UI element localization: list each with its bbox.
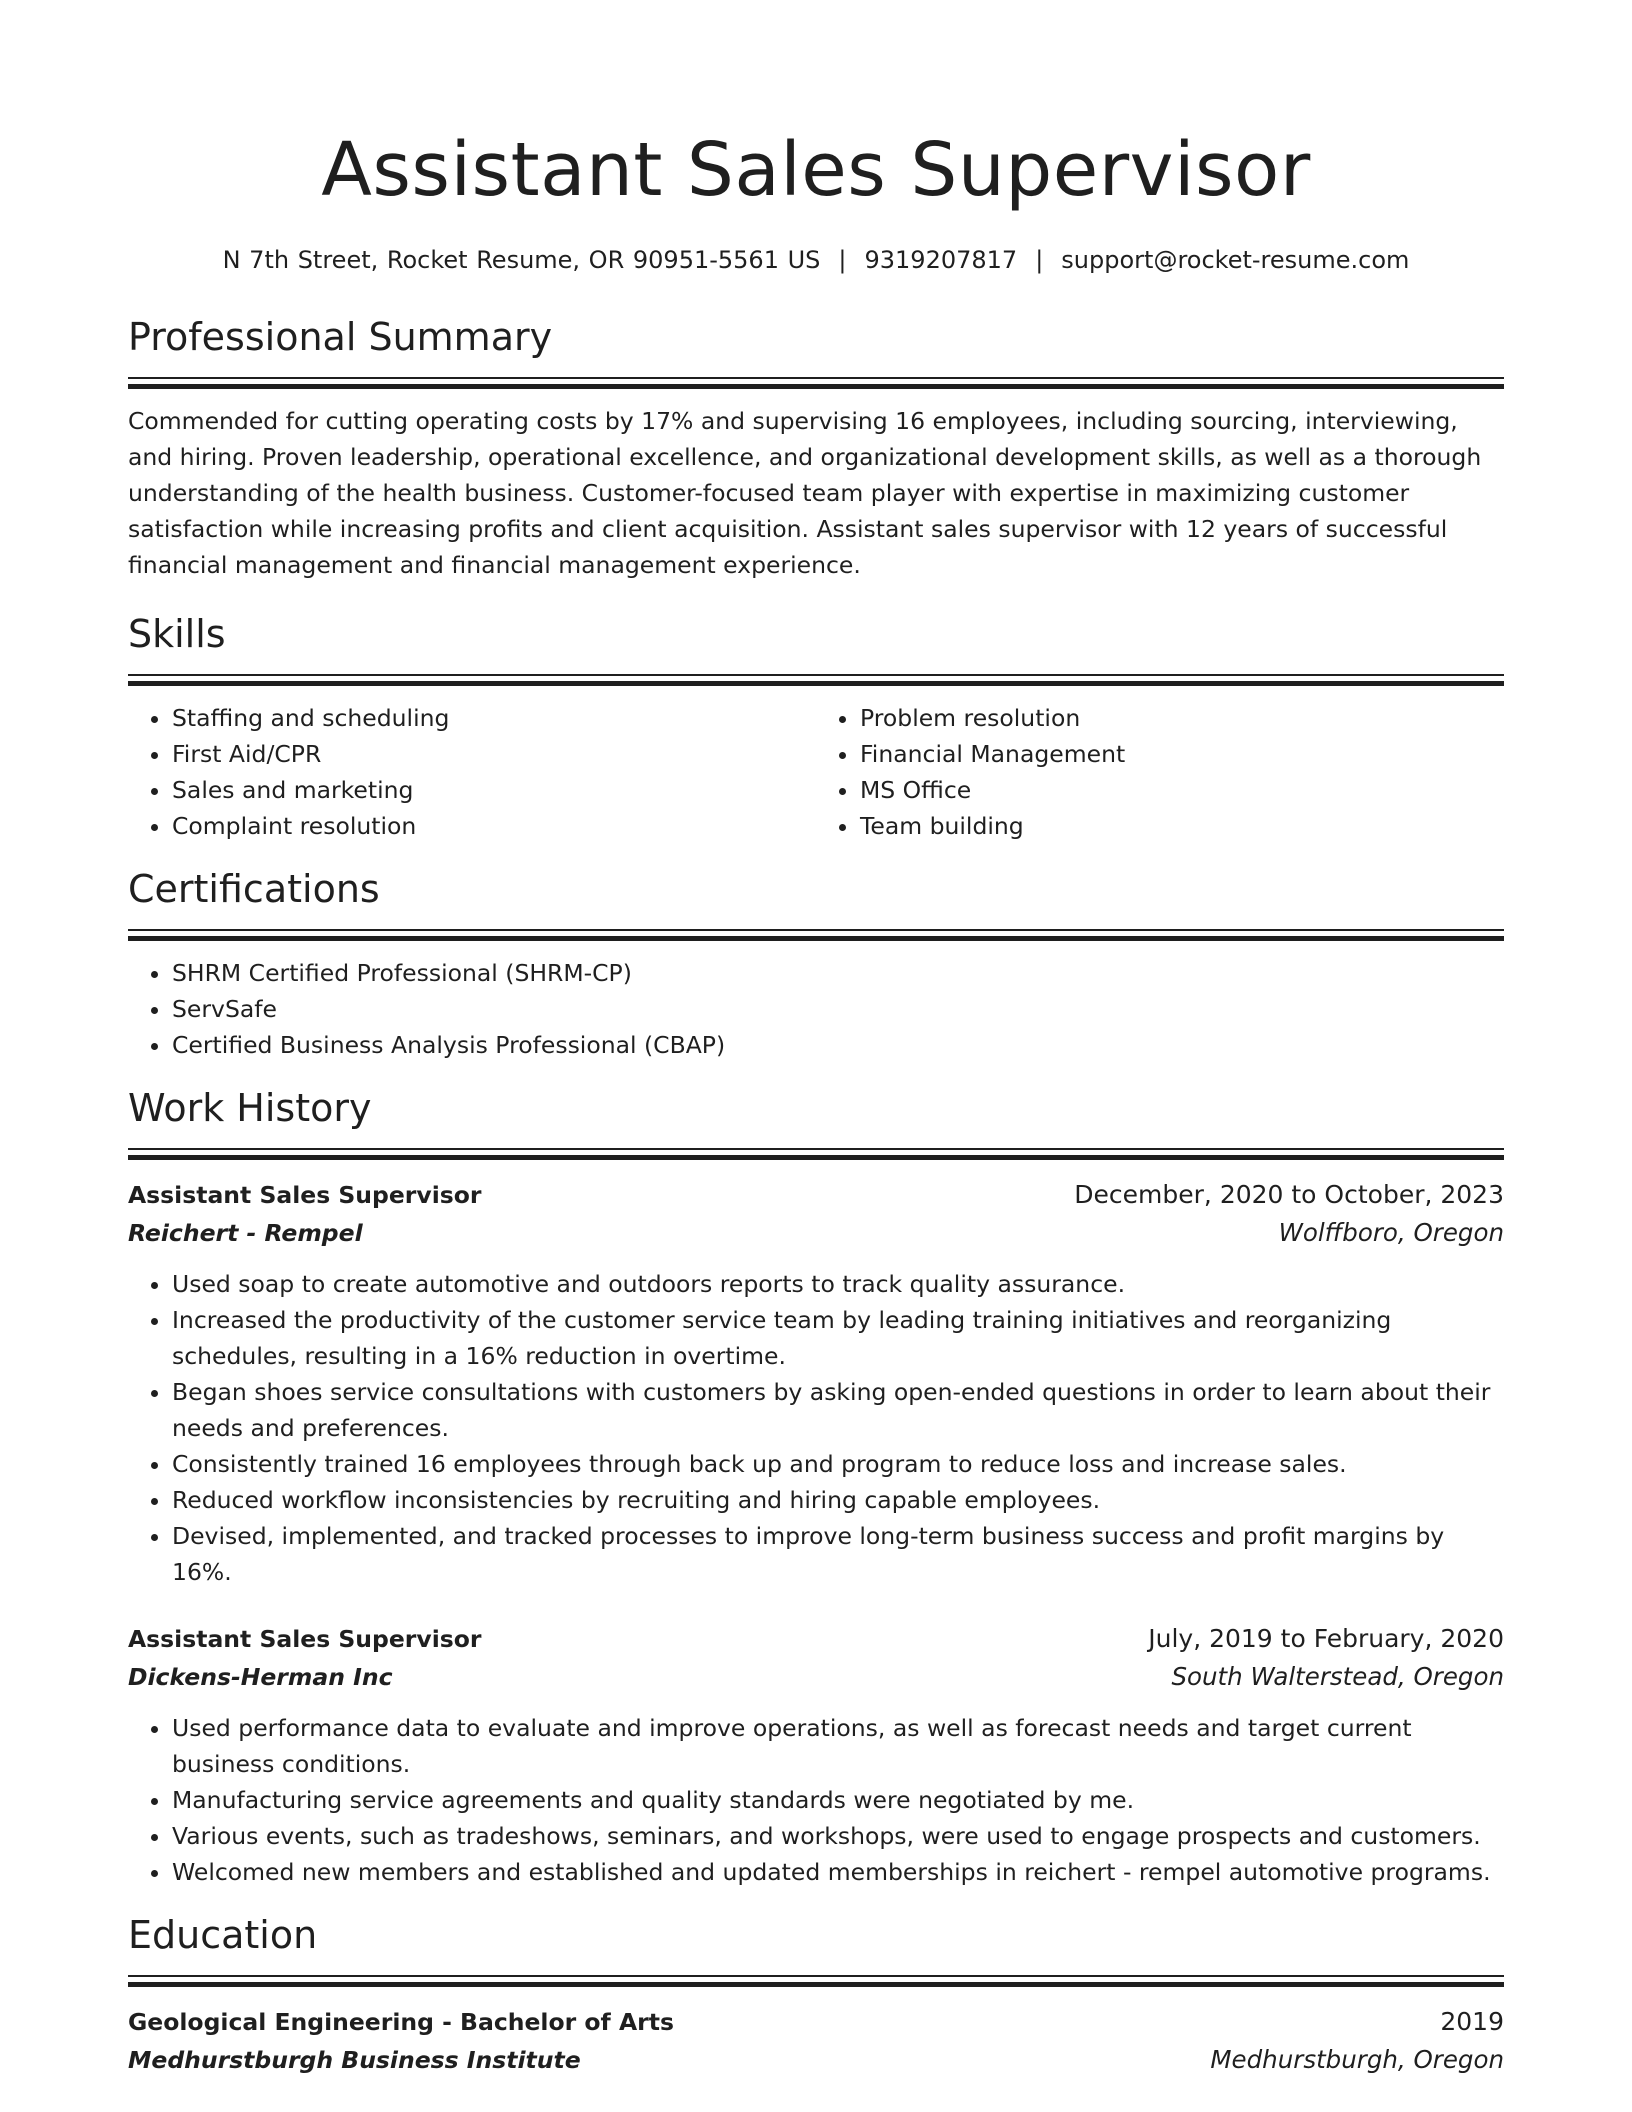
summary-section (128, 312, 1504, 583)
job-location: Wolffboro, Oregon (1278, 1218, 1504, 1247)
skills-right-column (816, 700, 1504, 844)
skills-section (128, 609, 1504, 844)
skills-left-column (128, 700, 816, 844)
job-bullet: • Used performance data to evaluate and improve operations, as well as forecast needs and target current business conditions. (172, 1710, 1504, 1782)
contact-phone: 9319207817 (864, 246, 1018, 274)
job-bullet: • Began shoes service consultations with customers by asking open-ended questions in order to learn about their needs and preferences. (172, 1374, 1504, 1446)
work-history-section (128, 1083, 1504, 1890)
certifications-list (128, 955, 1504, 1063)
summary-text: Commended for cutting operating costs by 17% and supervising 16 employees, including sourcing, interviewing, and hiring. Proven leadership, operational excellence, and organizational development skills, as well as a thorough understanding of the health business. Customer-focused team player with expertise in maximizing customer satisfaction while increasing profits and client acquisition. Assistant sales supervisor with 12 years of successful financial management and financial management experience. (128, 407, 1482, 579)
contact-separator: | (1035, 246, 1044, 274)
job-bullet: • Welcomed new members and established and updated memberships in reichert - rempel automotive programs. (172, 1854, 1504, 1890)
section-divider (128, 1148, 1504, 1160)
certifications-section (128, 864, 1504, 1063)
job-bullets (128, 1710, 1504, 1890)
section-title-certifications: Certifications (128, 867, 380, 911)
education-school-row (128, 2041, 1504, 2079)
skill-item: • Team building (860, 808, 1504, 844)
job-bullet: • Various events, such as tradeshows, seminars, and workshops, were used to engage prospects and customers. (172, 1818, 1504, 1854)
certification-item: • Certified Business Analysis Professional (CBAP) (172, 1027, 1504, 1063)
section-title-work-history: Work History (128, 1086, 372, 1130)
job-bullet: • Increased the productivity of the customer service team by leading training initiatives and reorganizing schedules, resulting in a 16% reduction in overtime. (172, 1302, 1504, 1374)
education-header-row (128, 2003, 1504, 2041)
skill-item: • Complaint resolution (172, 808, 816, 844)
job-header-row (128, 1620, 1504, 1658)
certification-item: • SHRM Certified Professional (SHRM-CP) (172, 955, 1504, 991)
job-company-row (128, 1658, 1504, 1696)
skill-item: • Staffing and scheduling (172, 700, 816, 736)
section-divider (128, 929, 1504, 941)
contact-line (128, 244, 1504, 276)
section-divider (128, 377, 1504, 389)
job-company: Dickens-Herman Inc (128, 1663, 393, 1691)
contact-separator: | (838, 246, 847, 274)
job-company: Reichert - Rempel (128, 1219, 363, 1247)
education-degree: Geological Engineering - Bachelor of Arts (128, 2008, 674, 2036)
job-bullet: • Reduced workflow inconsistencies by recruiting and hiring capable employees. (172, 1482, 1504, 1518)
education-school: Medhurstburgh Business Institute (128, 2046, 581, 2074)
education-location: Medhurstburgh, Oregon (1210, 2045, 1504, 2074)
section-divider (128, 674, 1504, 686)
job-title: Assistant Sales Supervisor (128, 1625, 482, 1653)
skill-item: • MS Office (860, 772, 1504, 808)
job-bullet: • Devised, implemented, and tracked processes to improve long-term business success and profit margins by 16%. (172, 1518, 1504, 1590)
contact-address: N 7th Street, Rocket Resume, OR 90951-5561 US (222, 246, 821, 274)
section-title-skills: Skills (128, 612, 226, 656)
education-entry (128, 2003, 1504, 2079)
job-company-row (128, 1214, 1504, 1252)
section-title-summary: Professional Summary (128, 315, 553, 359)
job-dates: December, 2020 to October, 2023 (1074, 1180, 1504, 1209)
education-year: 2019 (1440, 2007, 1504, 2036)
job-location: South Walterstead, Oregon (1171, 1662, 1504, 1691)
resume-name: Assistant Sales Supervisor (321, 127, 1311, 213)
section-title-education: Education (128, 1913, 318, 1957)
section-divider (128, 1975, 1504, 1987)
job-bullet: • Used soap to create automotive and outdoors reports to track quality assurance. (172, 1266, 1504, 1302)
contact-email: support@rocket-resume.com (1061, 246, 1410, 274)
certification-item: • ServSafe (172, 991, 1504, 1027)
job-entry (128, 1620, 1504, 1890)
job-dates: July, 2019 to February, 2020 (1148, 1624, 1504, 1653)
job-entry (128, 1176, 1504, 1590)
job-header-row (128, 1176, 1504, 1214)
job-bullets (128, 1266, 1504, 1590)
job-title: Assistant Sales Supervisor (128, 1181, 482, 1209)
skill-item: • Financial Management (860, 736, 1504, 772)
job-bullet: • Consistently trained 16 employees through back up and program to reduce loss and increase sales. (172, 1446, 1504, 1482)
job-bullet: • Manufacturing service agreements and quality standards were negotiated by me. (172, 1782, 1504, 1818)
skill-item: • Sales and marketing (172, 772, 816, 808)
skill-item: • First Aid/CPR (172, 736, 816, 772)
skill-item: • Problem resolution (860, 700, 1504, 736)
skills-grid (128, 700, 1504, 844)
education-section (128, 1910, 1504, 2079)
